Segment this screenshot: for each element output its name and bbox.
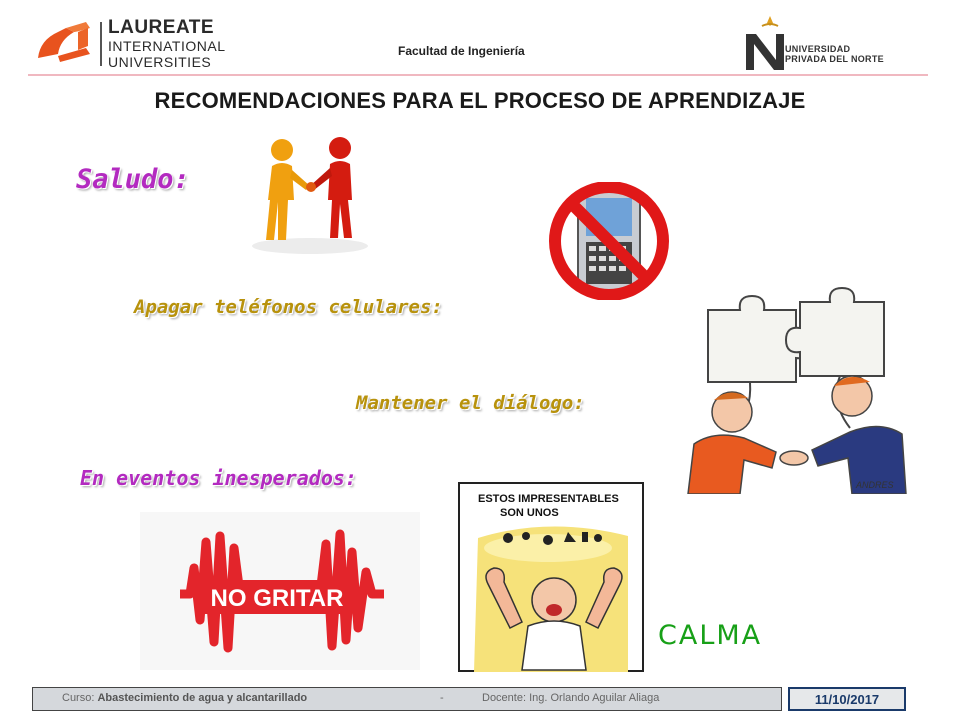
label-apagar-celulares: Apagar teléfonos celulares: [134, 296, 443, 318]
footer-course [62, 692, 307, 704]
label-mantener-dialogo: Mantener el diálogo: [356, 392, 585, 414]
upn-wordmark [785, 44, 884, 65]
puzzle-dialogue-image [680, 262, 912, 494]
header-divider [28, 74, 928, 76]
laureate-international: INTERNATIONAL [108, 38, 226, 54]
page-title: RECOMENDACIONES PARA EL PROCESO DE APRENDIZAJE [154, 88, 806, 113]
laureate-wordmark [108, 18, 225, 69]
no-cellphone-icon [534, 182, 684, 300]
footer-course-value: Abastecimiento de agua y alcantarillado [97, 692, 308, 704]
footer-date: 11/10/2017 [814, 692, 880, 707]
no-gritar-text: NO GRITAR [210, 585, 344, 612]
upn-line1: UNIVERSIDAD [785, 44, 851, 54]
laureate-name: LAUREATE [108, 17, 215, 38]
calma-text: CALMA [658, 620, 763, 651]
faculty-name: Facultad de Ingeniería [398, 44, 525, 58]
cartoon-caption-line2: SON UNOS [500, 507, 559, 519]
footer-course-label: Curso: [62, 692, 98, 704]
footer-separator: - [440, 692, 444, 704]
footer-date-box [788, 687, 906, 711]
handshake-figures-image [248, 130, 374, 254]
angry-cartoon-image [458, 482, 644, 672]
no-gritar-image [140, 512, 420, 670]
label-eventos-inesperados: En eventos inesperados: [80, 466, 357, 490]
footer-teacher: Docente: Ing. Orlando Aguilar Aliaga [482, 692, 660, 704]
laureate-universities: UNIVERSITIES [108, 54, 212, 70]
cartoon-signature: ANDRES [856, 480, 894, 490]
label-saludo: Saludo: [76, 164, 190, 195]
upn-line2: PRIVADA DEL NORTE [785, 54, 884, 65]
cartoon-caption-line1: ESTOS IMPRESENTABLES [478, 493, 619, 505]
